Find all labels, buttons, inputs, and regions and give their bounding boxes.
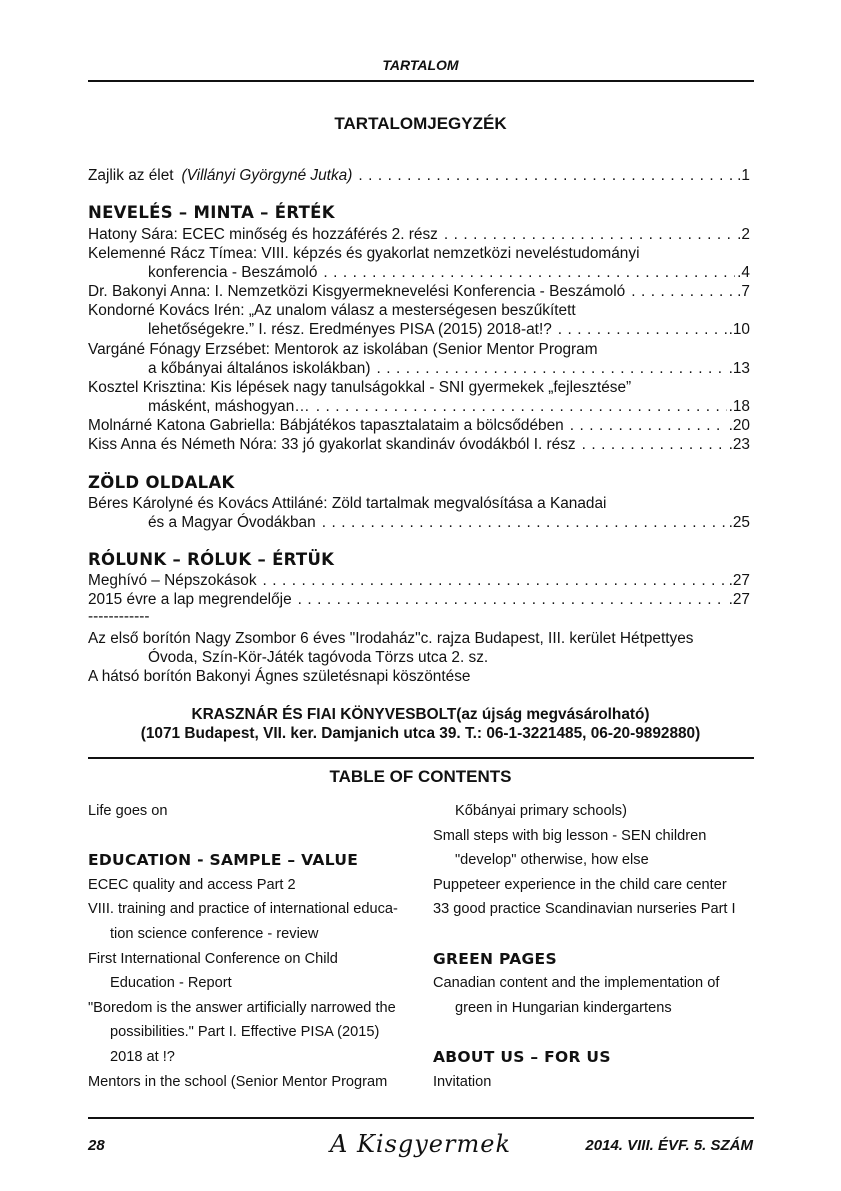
english-section-heading: ABOUT US – FOR US — [433, 1047, 611, 1066]
toc-entry-text: lehetőségekre.” I. rész. Eredményes PISA (2015) 2018-at!? — [148, 321, 552, 338]
footer-rule — [88, 1117, 754, 1119]
header-rule — [88, 80, 754, 82]
english-section-heading: GREEN PAGES — [433, 949, 557, 968]
leader-dots — [358, 166, 735, 185]
toc-entry-text: Béres Károlyné és Kovács Attiláné: Zöld tartalmak megvalósítása a Kanadai — [88, 495, 607, 512]
toc-page-number: .27 — [728, 591, 750, 608]
english-toc-item: Small steps with big lesson - SEN children — [433, 827, 707, 844]
toc-entry-text: és a Magyar Óvodákban — [148, 514, 316, 531]
leader-dots — [444, 225, 735, 244]
english-section-heading: EDUCATION - SAMPLE – VALUE — [88, 851, 359, 870]
toc-entry — [88, 282, 750, 301]
toc-entry — [88, 590, 750, 609]
english-toc-item: Education - Report — [110, 975, 232, 992]
english-toc-right-column — [433, 799, 763, 1094]
toc-page-number: .18 — [728, 398, 750, 415]
english-toc-item: green in Hungarian kindergartens — [455, 999, 672, 1016]
section-heading: ZÖLD OLDALAK — [88, 473, 235, 492]
bookshop-name: KRASZNÁR ÉS FIAI KÖNYVESBOLT(az újság megvásárolható) — [191, 706, 650, 723]
toc-entry — [88, 166, 750, 185]
toc-page-number: .25 — [728, 514, 750, 531]
spacer — [88, 824, 418, 849]
spacer — [433, 922, 763, 947]
toc-entry — [88, 225, 750, 244]
cover-note: Az első borítón Nagy Zsombor 6 éves "Irodaház"c. rajza Budapest, III. kerület Hétpettyes — [88, 630, 694, 647]
toc-entry-text: konferencia - Beszámoló — [148, 264, 318, 281]
toc-entry-text: Molnárné Katona Gabriella: Bábjátékos tapasztalataim a bölcsődében — [88, 417, 564, 434]
english-toc-item: Puppeteer experience in the child care center — [433, 876, 727, 893]
leader-dots — [558, 320, 727, 339]
section-rule — [88, 757, 754, 759]
toc-entry-text: Zajlik az élet — [88, 167, 174, 184]
toc-entry — [148, 359, 750, 378]
english-toc-item: "develop" otherwise, how else — [455, 852, 649, 869]
toc-entry — [148, 397, 750, 416]
toc-entry-text: Dr. Bakonyi Anna: I. Nemzetközi Kisgyermeknevelési Konferencia - Beszámoló — [88, 283, 626, 300]
magazine-logo: A Kisgyermek — [330, 1130, 511, 1158]
toc-page-number: .27 — [728, 572, 750, 589]
english-toc-item: Canadian content and the implementation of — [433, 975, 720, 992]
toc-page-number: .2 — [737, 226, 750, 243]
leader-dots — [316, 397, 727, 416]
toc-entry — [88, 435, 750, 454]
issue-info: 2014. VIII. ÉVF. 5. SZÁM — [585, 1137, 753, 1154]
cover-note: A hátsó borítón Bakonyi Ágnes születésnapi köszöntése — [88, 668, 471, 685]
toc-entry — [148, 513, 750, 532]
spacer — [433, 1020, 763, 1045]
toc-page-number: .20 — [728, 417, 750, 434]
toc-page-number: .13 — [728, 360, 750, 377]
toc-entry-author: (Villányi Györgyné Jutka) — [181, 167, 353, 184]
toc-page-number: .23 — [728, 436, 750, 453]
toc-entry-text: Kiss Anna és Németh Nóra: 33 jó gyakorlat skandináv óvodákból I. rész — [88, 436, 576, 453]
english-toc-item: Invitation — [433, 1073, 492, 1090]
toc-title: TARTALOMJEGYZÉK — [334, 114, 507, 133]
toc-entry-text: Kondorné Kovács Irén: „Az unalom válasz a mesterségesen beszűkített — [88, 302, 576, 319]
leader-dots — [631, 282, 735, 301]
english-toc-item: First International Conference on Child — [88, 950, 338, 967]
english-toc-item: Life goes on — [88, 803, 168, 819]
toc-page-number: .1 — [737, 167, 750, 184]
english-toc-item: VIII. training and practice of international educa- — [88, 901, 398, 918]
toc-entry-text: 2015 évre a lap megrendelője — [88, 591, 292, 608]
toc-page-number: .10 — [728, 321, 750, 338]
bookshop-address: (1071 Budapest, VII. ker. Damjanich utca 39. T.: 06-1-3221485, 06-20-9892880) — [140, 725, 701, 742]
toc-page-number: .4 — [737, 264, 750, 281]
leader-dots — [582, 435, 727, 454]
leader-dots — [298, 590, 727, 609]
toc-page-number: .7 — [737, 283, 750, 300]
english-toc-item: Kőbányai primary schools) — [455, 803, 627, 819]
leader-dots — [322, 513, 727, 532]
running-header: TARTALOM — [382, 57, 459, 73]
toc-entry-text: Vargáné Fónagy Erzsébet: Mentorok az iskolában (Senior Mentor Program — [88, 341, 598, 358]
leader-dots — [570, 416, 727, 435]
english-toc-item: Mentors in the school (Senior Mentor Program — [88, 1073, 388, 1090]
english-toc-item: "Boredom is the answer artificially narrowed the — [88, 999, 396, 1016]
english-toc-title: TABLE OF CONTENTS — [329, 767, 512, 786]
english-toc-item: 33 good practice Scandinavian nurseries Part I — [433, 901, 736, 918]
section-heading: RÓLUNK – RÓLUK – ÉRTÜK — [88, 550, 335, 569]
english-toc-item: possibilities." Part I. Effective PISA (2015) — [110, 1024, 380, 1041]
toc-entry-text: Kosztel Krisztina: Kis lépések nagy tanulságokkal - SNI gyermekek „fejlesztése” — [88, 379, 632, 396]
toc-entry — [148, 263, 750, 282]
leader-dots — [323, 263, 735, 282]
toc-entry — [88, 571, 750, 590]
toc-entry — [88, 416, 750, 435]
english-toc-item: 2018 at !? — [110, 1048, 175, 1065]
toc-entry-text: a kőbányai általános iskolákban) — [148, 360, 371, 377]
page-number: 28 — [88, 1137, 105, 1154]
toc-entry — [148, 320, 750, 339]
leader-dots — [376, 359, 726, 378]
toc-entry-text: Meghívó – Népszokások — [88, 572, 257, 589]
section-heading: NEVELÉS – MINTA – ÉRTÉK — [88, 203, 335, 222]
toc-entry-text: másként, máshogyan… — [148, 398, 310, 415]
english-toc-item: tion science conference - review — [110, 925, 319, 942]
toc-entry-text: Kelemenné Rácz Tímea: VIII. képzés és gyakorlat nemzetközi neveléstudományi — [88, 245, 640, 262]
english-toc-item: ECEC quality and access Part 2 — [88, 876, 296, 893]
leader-dots — [263, 571, 727, 590]
separator: ------------ — [88, 608, 150, 625]
english-toc-left-column — [88, 799, 418, 1094]
toc-entry-text: Hatony Sára: ECEC minőség és hozzáférés 2. rész — [88, 226, 438, 243]
cover-note: Óvoda, Szín-Kör-Játék tagóvoda Törzs utca 2. sz. — [148, 649, 489, 666]
